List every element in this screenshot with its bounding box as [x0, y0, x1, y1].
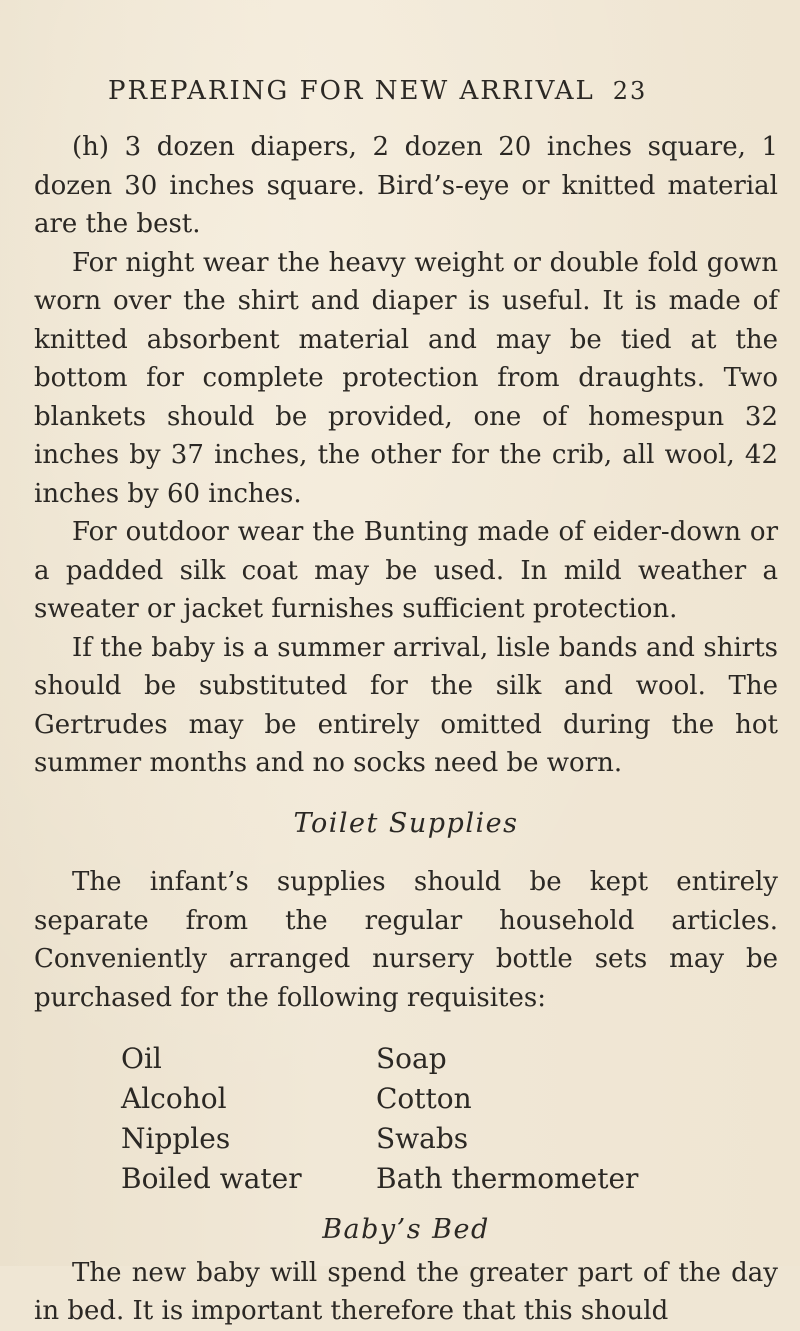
- paragraph-summer-arrival: If the baby is a summer arrival, lisle bands and shirts should be substituted for the silk and wool. The Gertrudes may be entirely omitted during the hot summer months and no socks need be worn.: [34, 632, 778, 778]
- supply-item-right: Soap: [376, 1042, 447, 1075]
- page-number: 23: [612, 77, 648, 105]
- supply-item-left: Alcohol: [121, 1082, 227, 1115]
- paragraph-night-wear: For night wear the heavy weight or double fold gown worn over the shirt and diaper is useful. It is made of knitted absorbent material and may be tied at the bottom for complete protection from draughts. Two blankets should be provided, one of homespun 32 inches by 37 inches, the other for the crib, all wool, 42 inches by 60 inches.: [34, 247, 778, 509]
- supply-item-left: Oil: [121, 1042, 162, 1075]
- paragraph-toilet-supplies: The infant’s supplies should be kept entirely separate from the regular household articles. Conveniently arranged nursery bottle sets may be purchased for the following requisites:: [34, 867, 778, 1013]
- paragraph-diapers: (h) 3 dozen diapers, 2 dozen 20 inches square, 1 dozen 30 inches square. Bird’s-eye or knitted material are the best.: [34, 132, 778, 239]
- running-head: [108, 76, 798, 106]
- paragraph-babys-bed: The new baby will spend the greater part of the day in bed. It is important therefore that this should: [34, 1257, 778, 1326]
- supplies-list: [34, 1017, 778, 1207]
- supply-item-left: Boiled water: [121, 1162, 302, 1195]
- section-heading-babys-bed: Baby’s Bed: [322, 1214, 490, 1245]
- running-head-title: PREPARING FOR NEW ARRIVAL: [108, 76, 595, 106]
- supply-item-right: Bath thermometer: [376, 1162, 639, 1195]
- section-heading-toilet-supplies: Toilet Supplies: [293, 807, 519, 839]
- supply-item-left: Nipples: [121, 1122, 231, 1155]
- supply-item-right: Swabs: [376, 1122, 469, 1155]
- paragraph-outdoor-wear: For outdoor wear the Bunting made of eider-down or a padded silk coat may be used. In mild weather a sweater or jacket furnishes sufficient protection.: [34, 517, 778, 624]
- body-text: [34, 128, 778, 1331]
- supply-item-right: Cotton: [376, 1082, 472, 1115]
